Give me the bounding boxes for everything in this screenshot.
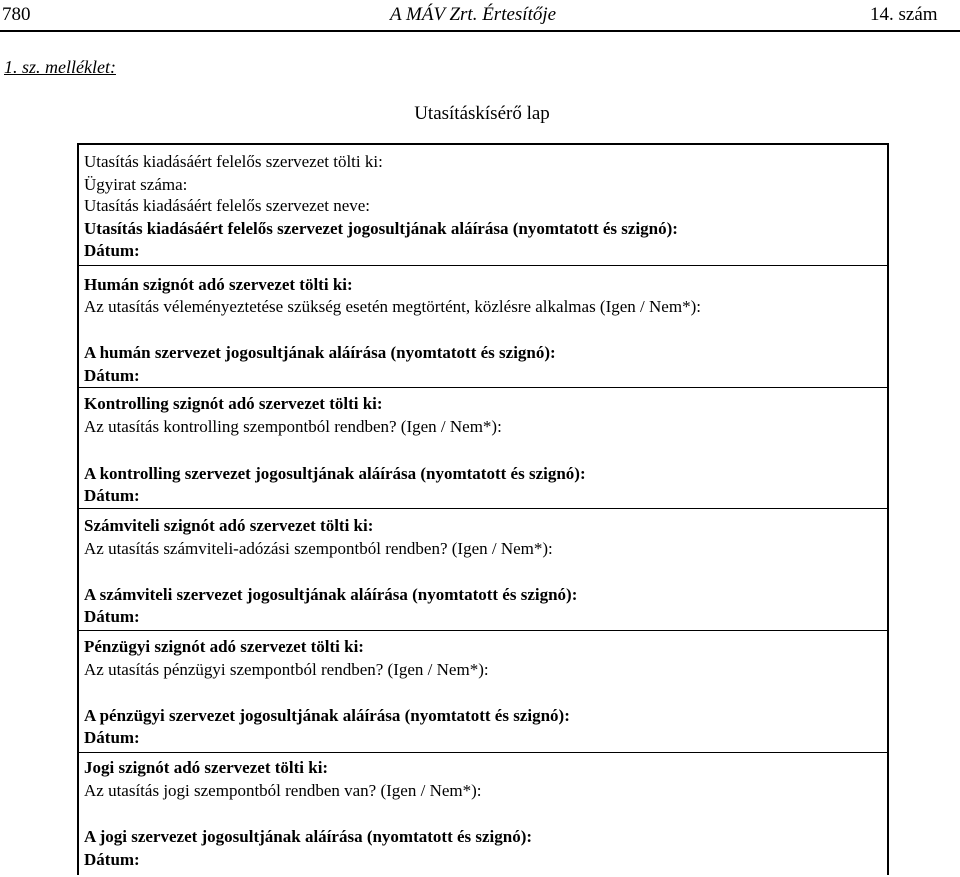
finance-question: Az utasítás pénzügyi szempontból rendben? (Igen / Nem*): (84, 660, 489, 679)
form-table (77, 143, 889, 875)
legal-signature-label: A jogi szervezet jogosultjának aláírása (nyomtatott és szignó): (84, 827, 533, 846)
section-controlling (79, 388, 887, 509)
issue-number: 14. szám (870, 4, 938, 25)
legal-question: Az utasítás jogi szempontból rendben van? (Igen / Nem*): (84, 781, 482, 800)
accounting-question: Az utasítás számviteli-adózási szempontból rendben? (Igen / Nem*): (84, 539, 553, 558)
section-controlling-heading: Kontrolling szignót adó szervezet tölti ki: (84, 394, 383, 413)
annex-label: 1. sz. melléklet: (4, 57, 116, 77)
accounting-signature-label: A számviteli szervezet jogosultjának aláírása (nyomtatott és szignó): (84, 585, 578, 604)
controlling-date-label: Dátum: (84, 486, 140, 505)
section-issuer (79, 145, 887, 266)
hr-signature-label: A humán szervezet jogosultjának aláírása (nyomtatott és szignó): (84, 343, 556, 362)
section-issuer-heading: Utasítás kiadásáért felelős szervezet tölti ki: (84, 152, 383, 171)
controlling-question: Az utasítás kontrolling szempontból rendben? (Igen / Nem*): (84, 417, 502, 436)
section-accounting-heading: Számviteli szignót adó szervezet tölti ki: (84, 516, 374, 535)
case-number-label: Ügyirat száma: (84, 175, 188, 194)
org-name-label: Utasítás kiadásáért felelős szervezet neve: (84, 196, 371, 215)
section-finance-heading: Pénzügyi szignót adó szervezet tölti ki: (84, 637, 364, 656)
controlling-signature-label: A kontrolling szervezet jogosultjának aláírása (nyomtatott és szignó): (84, 464, 586, 483)
section-legal (79, 753, 887, 877)
journal-title: A MÁV Zrt. Értesítője (390, 4, 557, 25)
running-header (0, 0, 960, 30)
section-hr-heading: Humán szignót adó szervezet tölti ki: (84, 275, 353, 294)
finance-signature-label: A pénzügyi szervezet jogosultjának aláírása (nyomtatott és szignó): (84, 706, 570, 725)
section-finance (79, 631, 887, 753)
issuer-date-label: Dátum: (84, 241, 140, 260)
hr-date-label: Dátum: (84, 366, 140, 385)
legal-date-label: Dátum: (84, 850, 140, 869)
form-title (0, 103, 960, 125)
accounting-date-label: Dátum: (84, 607, 140, 626)
issuer-signature-label: Utasítás kiadásáért felelős szervezet jogosultjának aláírása (nyomtatott és szignó): (84, 219, 678, 238)
section-hr (79, 266, 887, 388)
header-rule (0, 30, 960, 32)
section-accounting (79, 509, 887, 631)
finance-date-label: Dátum: (84, 728, 140, 747)
hr-question: Az utasítás véleményeztetése szükség esetén megtörtént, közlésre alkalmas (Igen / Nem*): (84, 297, 701, 316)
form-title-text: Utasításkísérő lap (414, 103, 550, 124)
section-legal-heading: Jogi szignót adó szervezet tölti ki: (84, 758, 329, 777)
page-number: 780 (2, 4, 31, 25)
